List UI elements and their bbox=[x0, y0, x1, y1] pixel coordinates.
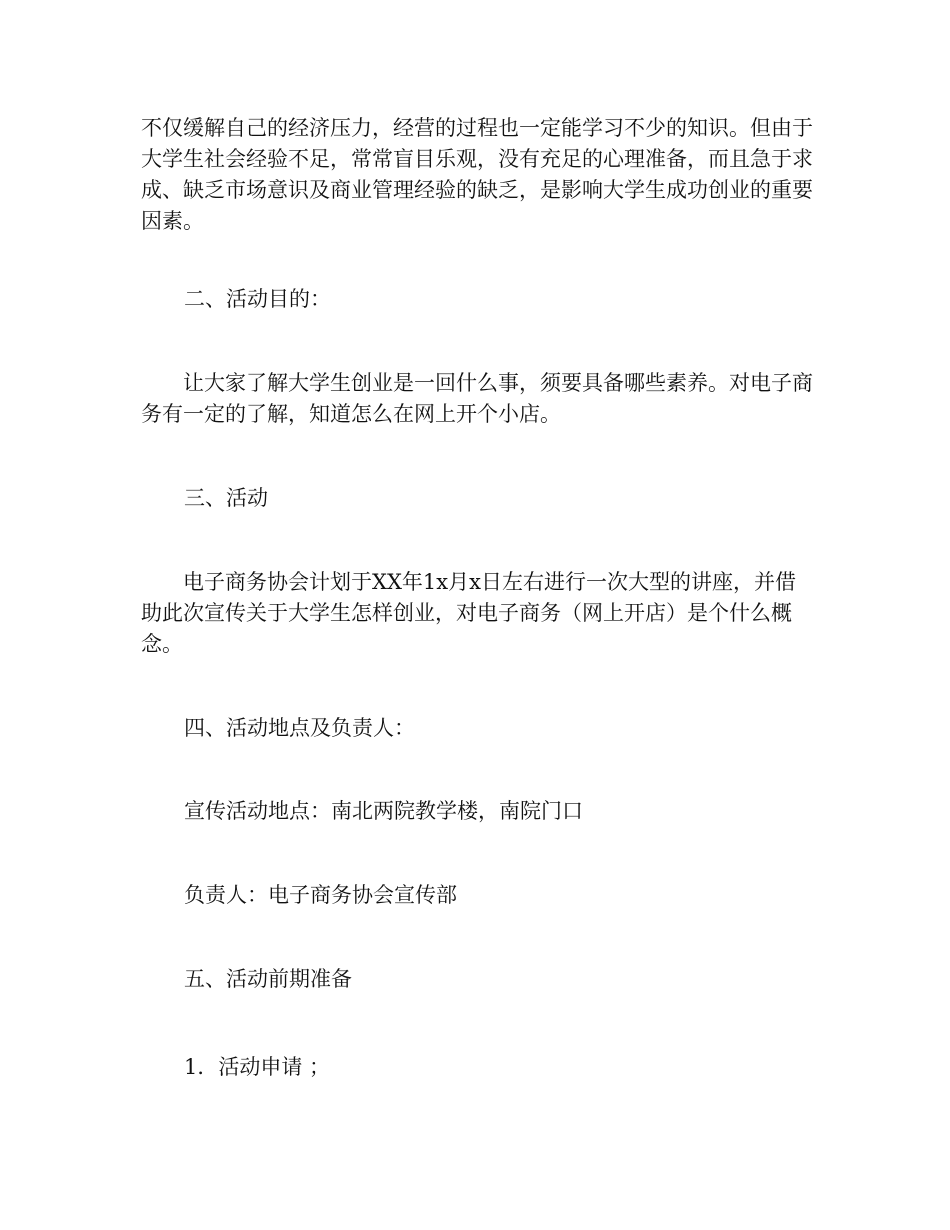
section-body-activity: 电子商务协会计划于XX年1x月x日左右进行一次大型的讲座，并借助此次宣传关于大学生怎样创业，对电子商务（网上开店）是个什么概念。 bbox=[141, 570, 796, 656]
section-heading-location: 四、活动地点及负责人： bbox=[184, 716, 415, 740]
section-heading-purpose: 二、活动目的： bbox=[184, 287, 331, 311]
location-line: 宣传活动地点：南北两院教学楼，南院门口 bbox=[184, 799, 583, 823]
section-heading-preparation: 五、活动前期准备 bbox=[184, 967, 352, 991]
list-item-application: 1．活动申请 ； bbox=[184, 1055, 331, 1079]
section-body-purpose: 让大家了解大学生创业是一回什么事，须要具备哪些素养。对电子商务有一定的了解，知道怎么在网上开个小店。 bbox=[141, 371, 813, 426]
intro-paragraph: 不仅缓解自己的经济压力，经营的过程也一定能学习不少的知识。但由于大学生社会经验不足，常常盲目乐观，没有充足的心理准备，而且急于求成、缺乏市场意识及商业管理经验的缺乏，是影响大学生成功创业的重要因素。 bbox=[141, 116, 813, 233]
responsible-line: 负责人：电子商务协会宣传部 bbox=[184, 883, 457, 907]
section-heading-activity: 三、活动 bbox=[184, 486, 268, 510]
